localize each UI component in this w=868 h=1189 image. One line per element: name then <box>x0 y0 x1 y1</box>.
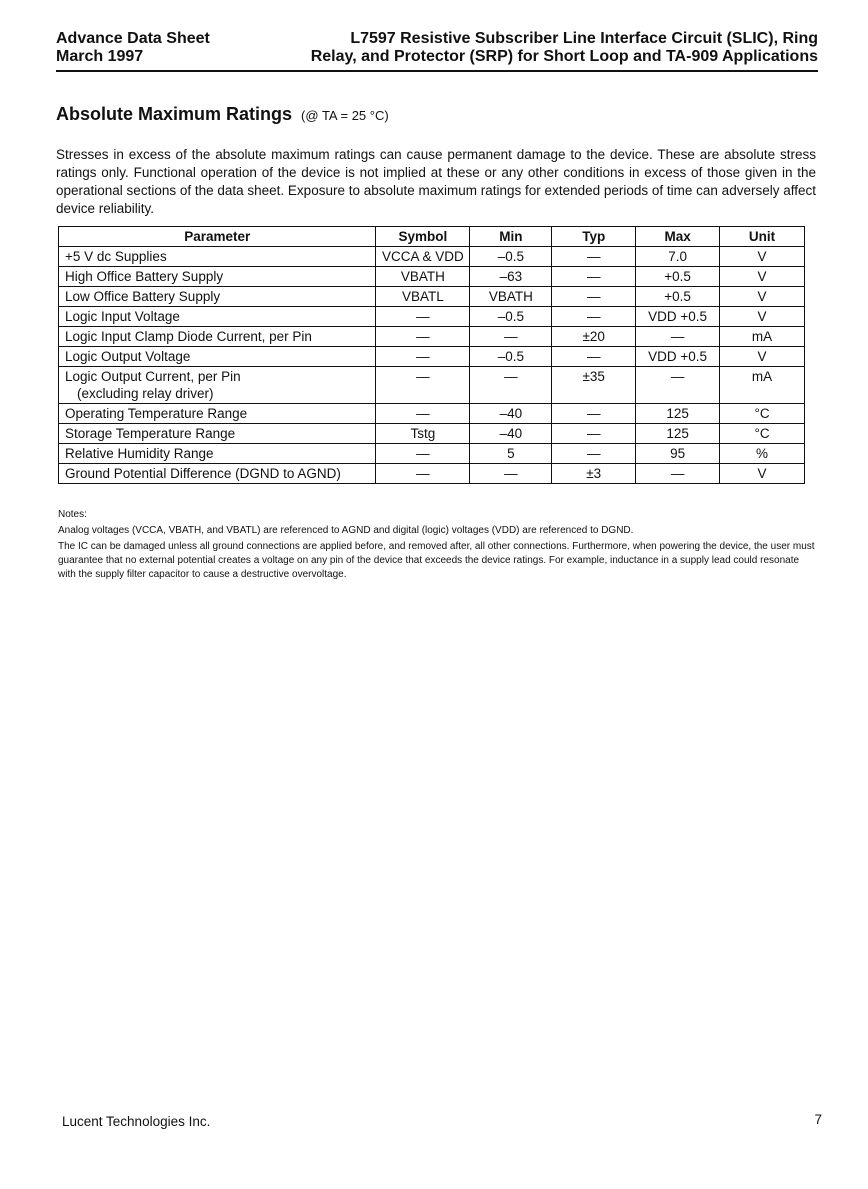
cell-parameter <box>59 287 376 307</box>
section-condition: (@ TA = 25 °C) <box>301 108 389 123</box>
doc-title-line1: L7597 Resistive Subscriber Line Interface Circuit (SLIC), Ring <box>350 30 818 47</box>
parameter-label: Storage Temperature Range <box>65 426 236 441</box>
note-ground-connections: The IC can be damaged unless all ground connections are applied before, and removed after, all other connections. Furthermore, when powering the device, the user must guarantee that no external potential creates a voltage on any pin of the device that exceeds the device ratings. For example, inductance in a supply lead could resonate with the supply filter capacitor to cause a destructive overvoltage. <box>58 541 815 580</box>
notes-label: Notes: <box>58 509 87 520</box>
cell-symbol: — <box>376 347 470 367</box>
intro-paragraph: Stresses in excess of the absolute maximum ratings can cause permanent damage to the device. These are absolute stress ratings only. Functional operation of the device is not implied at these or any other conditions in excess of those given in the operational sections of the data sheet. Exposure to absolute maximum ratings for extended periods of time can adversely affect device reliability. <box>56 147 816 216</box>
cell-max: 125 <box>636 404 720 424</box>
cell-parameter <box>59 267 376 287</box>
cell-typ: — <box>552 424 636 444</box>
cell-min: — <box>470 367 552 404</box>
doc-status: Advance Data Sheet <box>56 30 210 47</box>
doc-title-line2: Relay, and Protector (SRP) for Short Loop and TA-909 Applications <box>310 48 818 65</box>
parameter-label: Operating Temperature Range <box>65 406 248 421</box>
cell-typ: ±3 <box>552 464 636 484</box>
cell-symbol: — <box>376 307 470 327</box>
cell-unit: V <box>720 307 805 327</box>
cell-typ: — <box>552 444 636 464</box>
table-row <box>59 347 805 367</box>
parameter-label: High Office Battery Supply <box>65 269 224 284</box>
cell-unit: °C <box>720 404 805 424</box>
table-row <box>59 464 805 484</box>
parameter-label: Ground Potential Difference (DGND to AGND) <box>65 466 341 481</box>
cell-symbol: VCCA & VDD <box>376 247 470 267</box>
footer-company: Lucent Technologies Inc. <box>62 1114 211 1129</box>
table-row <box>59 287 805 307</box>
doc-date: March 1997 <box>56 48 144 65</box>
header-left <box>56 30 210 66</box>
cell-min: — <box>470 327 552 347</box>
cell-parameter <box>59 464 376 484</box>
cell-typ: — <box>552 287 636 307</box>
cell-max: 95 <box>636 444 720 464</box>
table-row <box>59 327 805 347</box>
cell-min: 5 <box>470 444 552 464</box>
cell-parameter <box>59 404 376 424</box>
cell-max: +0.5 <box>636 267 720 287</box>
cell-unit: °C <box>720 424 805 444</box>
cell-unit: V <box>720 287 805 307</box>
cell-symbol: — <box>376 464 470 484</box>
cell-min: –63 <box>470 267 552 287</box>
table-row <box>59 247 805 267</box>
cell-parameter <box>59 424 376 444</box>
cell-unit: V <box>720 464 805 484</box>
cell-parameter <box>59 327 376 347</box>
parameter-label: Logic Output Current, per Pin <box>65 369 241 384</box>
table-row <box>59 424 805 444</box>
cell-symbol: VBATL <box>376 287 470 307</box>
cell-symbol: Tstg <box>376 424 470 444</box>
cell-max: +0.5 <box>636 287 720 307</box>
cell-typ: — <box>552 267 636 287</box>
cell-symbol: — <box>376 444 470 464</box>
parameter-label: Logic Input Voltage <box>65 309 180 324</box>
header-right <box>218 30 818 66</box>
cell-parameter <box>59 247 376 267</box>
table-row <box>59 267 805 287</box>
cell-max: 7.0 <box>636 247 720 267</box>
cell-min: –0.5 <box>470 347 552 367</box>
cell-max: — <box>636 327 720 347</box>
header-unit: Unit <box>720 227 805 247</box>
cell-parameter <box>59 347 376 367</box>
header-typ: Typ <box>552 227 636 247</box>
header-symbol: Symbol <box>376 227 470 247</box>
cell-unit: mA <box>720 367 805 404</box>
cell-min: –0.5 <box>470 247 552 267</box>
parameter-label: Logic Input Clamp Diode Current, per Pin <box>65 329 312 344</box>
cell-symbol: — <box>376 327 470 347</box>
parameter-label: Logic Output Voltage <box>65 349 191 364</box>
cell-typ: — <box>552 347 636 367</box>
table-header-row <box>59 227 805 247</box>
cell-max: 125 <box>636 424 720 444</box>
parameter-label: +5 V dc Supplies <box>65 249 167 264</box>
parameter-label: Relative Humidity Range <box>65 446 214 461</box>
cell-min: –0.5 <box>470 307 552 327</box>
cell-parameter <box>59 444 376 464</box>
cell-symbol: — <box>376 367 470 404</box>
cell-typ: — <box>552 307 636 327</box>
table-row <box>59 367 805 404</box>
cell-min: –40 <box>470 424 552 444</box>
header-max: Max <box>636 227 720 247</box>
cell-typ: ±20 <box>552 327 636 347</box>
cell-symbol: VBATH <box>376 267 470 287</box>
table-body <box>59 247 805 484</box>
cell-unit: V <box>720 267 805 287</box>
header-min: Min <box>470 227 552 247</box>
page-number: 7 <box>814 1112 822 1127</box>
cell-max: — <box>636 464 720 484</box>
table-row <box>59 404 805 424</box>
cell-typ: — <box>552 404 636 424</box>
table-row <box>59 307 805 327</box>
header-divider <box>56 70 818 72</box>
cell-unit: V <box>720 247 805 267</box>
cell-max: VDD +0.5 <box>636 307 720 327</box>
parameter-label: Low Office Battery Supply <box>65 289 221 304</box>
table-row <box>59 444 805 464</box>
section-title: Absolute Maximum Ratings <box>56 104 293 124</box>
cell-min: — <box>470 464 552 484</box>
cell-typ: ±35 <box>552 367 636 404</box>
cell-unit: % <box>720 444 805 464</box>
header-parameter: Parameter <box>59 227 376 247</box>
cell-min: –40 <box>470 404 552 424</box>
cell-typ: — <box>552 247 636 267</box>
cell-unit: mA <box>720 327 805 347</box>
cell-max: — <box>636 367 720 404</box>
ratings-table <box>58 226 805 484</box>
cell-parameter <box>59 307 376 327</box>
parameter-sublabel: (excluding relay driver) <box>77 386 214 401</box>
cell-min: VBATH <box>470 287 552 307</box>
cell-symbol: — <box>376 404 470 424</box>
note-voltage-reference: Analog voltages (VCCA, VBATH, and VBATL) are referenced to AGND and digital (logic) voltages (VDD) are referenced to DGND. <box>58 525 634 536</box>
cell-unit: V <box>720 347 805 367</box>
cell-parameter <box>59 367 376 404</box>
section-heading <box>56 104 389 125</box>
notes <box>58 508 818 584</box>
cell-max: VDD +0.5 <box>636 347 720 367</box>
